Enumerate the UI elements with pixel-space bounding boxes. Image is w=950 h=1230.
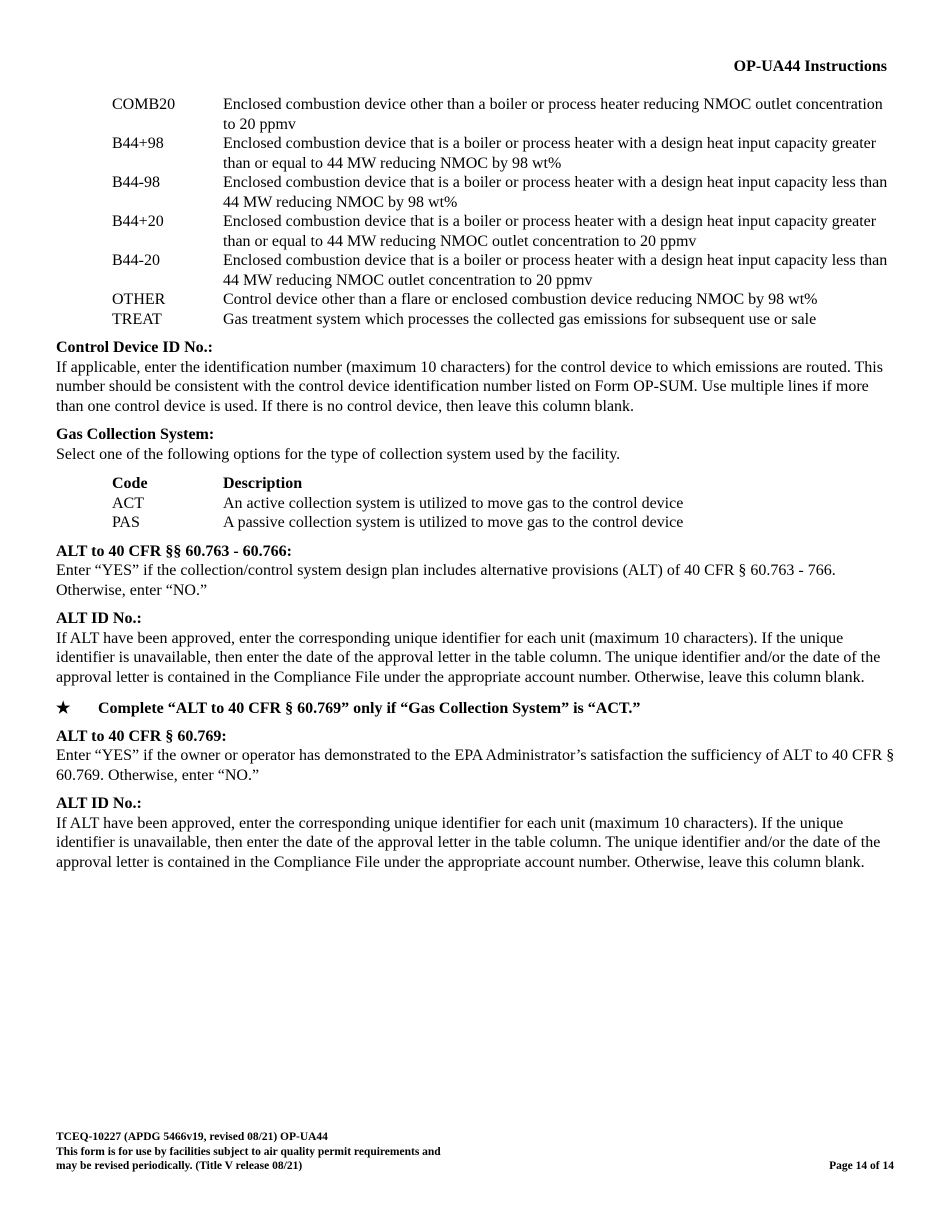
table-row bbox=[112, 173, 896, 212]
section-title: ALT to 40 CFR § 60.769: bbox=[56, 727, 227, 745]
table-row bbox=[112, 95, 896, 134]
description-cell: Enclosed combustion device that is a boiler or process heater with a design heat input capacity less than 44 MW reducing NMOC by 98 wt% bbox=[223, 174, 888, 211]
page-header-title: OP-UA44 Instructions bbox=[733, 58, 887, 75]
table-row bbox=[112, 310, 896, 330]
section-title: ALT ID No.: bbox=[56, 610, 142, 627]
code-cell: B44-98 bbox=[112, 174, 160, 191]
section-body: Select one of the following options for the type of collection system used by the facility. bbox=[56, 445, 621, 463]
description-cell: An active collection system is utilized to move gas to the control device bbox=[223, 494, 684, 512]
section-body: If ALT have been approved, enter the corresponding unique identifier for each unit (maximum 10 characters). If the unique identifier is unavailable, then enter the date of the approval letter in the table column. The unique identifier and/or the date of the approval letter is contained in the Compliance File under the appropriate account number. Otherwise, leave this column blank. bbox=[56, 814, 881, 871]
conditional-note bbox=[56, 699, 896, 719]
code-cell: COMB20 bbox=[112, 96, 176, 113]
code-cell: PAS bbox=[112, 514, 140, 531]
note-text: Complete “ALT to 40 CFR § 60.769” only if “Gas Collection System” is “ACT.” bbox=[98, 700, 641, 717]
section-body: Enter “YES” if the collection/control system design plan includes alternative provisions (ALT) of 40 CFR § 60.763 - 766. Otherwise, enter “NO.” bbox=[56, 562, 836, 599]
section-alt-id-1 bbox=[56, 609, 896, 687]
section-body: If applicable, enter the identification number (maximum 10 characters) for the control device to which emissions are routed. This number should be consistent with the control device identification number listed on Form OP-SUM. Use multiple lines if more than one control device is used. If there is no control device, then leave this column blank. bbox=[56, 358, 883, 415]
description-cell: Enclosed combustion device that is a boiler or process heater with a design heat input capacity greater than or equal to 44 MW reducing NMOC by 98 wt% bbox=[223, 135, 877, 172]
code-cell: B44-20 bbox=[112, 252, 160, 269]
code-cell: OTHER bbox=[112, 291, 166, 308]
description-cell: Gas treatment system which processes the collected gas emissions for subsequent use or sale bbox=[223, 310, 817, 328]
column-header-description: Description bbox=[223, 475, 303, 492]
code-cell: B44+20 bbox=[112, 213, 164, 230]
section-alt-id-2 bbox=[56, 794, 896, 872]
section-body: If ALT have been approved, enter the corresponding unique identifier for each unit (maximum 10 characters). If the unique identifier is unavailable, then enter the date of the approval letter in the table column. The unique identifier and/or the date of the approval letter is contained in the Compliance File under the appropriate account number. Otherwise, leave this column blank. bbox=[56, 629, 881, 686]
section-title: Control Device ID No.: bbox=[56, 339, 214, 356]
code-cell: B44+98 bbox=[112, 135, 164, 152]
description-cell: Enclosed combustion device that is a boiler or process heater with a design heat input capacity less than 44 MW reducing NMOC outlet concentration to 20 ppmv bbox=[223, 252, 888, 289]
control-code-table bbox=[112, 95, 896, 329]
description-cell: A passive collection system is utilized to move gas to the control device bbox=[223, 514, 684, 531]
code-cell: TREAT bbox=[112, 310, 162, 328]
section-control-device-id bbox=[56, 338, 896, 416]
gas-collection-table bbox=[112, 474, 896, 533]
table-row bbox=[112, 513, 896, 533]
section-body: Enter “YES” if the owner or operator has demonstrated to the EPA Administrator’s satisfaction the sufficiency of ALT to 40 CFR § 60.769. Otherwise, enter “NO.” bbox=[56, 747, 895, 784]
footer-notice: This form is for use by facilities subject to air quality permit requirements and bbox=[56, 1145, 441, 1158]
document-content bbox=[56, 95, 896, 872]
footer-release: may be revised periodically. (Title V release 08/21) bbox=[56, 1160, 303, 1172]
star-icon: ★ bbox=[56, 700, 71, 717]
footer-form-id: TCEQ-10227 (APDG 5466v19, revised 08/21) OP-UA44 bbox=[56, 1131, 328, 1143]
section-title: ALT ID No.: bbox=[56, 795, 142, 812]
page-footer bbox=[56, 1130, 896, 1174]
code-cell: ACT bbox=[112, 494, 144, 512]
section-gas-collection bbox=[56, 425, 896, 533]
column-header-code: Code bbox=[112, 475, 148, 492]
description-cell: Enclosed combustion device that is a boiler or process heater with a design heat input capacity greater than or equal to 44 MW reducing NMOC outlet concentration to 20 ppmv bbox=[223, 213, 877, 250]
page-number: Page 14 of 14 bbox=[829, 1160, 894, 1172]
table-row bbox=[112, 494, 896, 514]
table-row bbox=[112, 290, 896, 310]
section-alt-769 bbox=[56, 727, 896, 786]
section-alt-763 bbox=[56, 542, 896, 601]
table-row bbox=[112, 134, 896, 173]
section-title: ALT to 40 CFR §§ 60.763 - 60.766: bbox=[56, 542, 293, 560]
table-header-row bbox=[112, 474, 896, 494]
table-row bbox=[112, 212, 896, 251]
section-title: Gas Collection System: bbox=[56, 426, 215, 443]
description-cell: Enclosed combustion device other than a boiler or process heater reducing NMOC outlet concentration to 20 ppmv bbox=[223, 96, 883, 133]
table-row bbox=[112, 251, 896, 290]
description-cell: Control device other than a flare or enclosed combustion device reducing NMOC by 98 wt% bbox=[223, 291, 818, 308]
